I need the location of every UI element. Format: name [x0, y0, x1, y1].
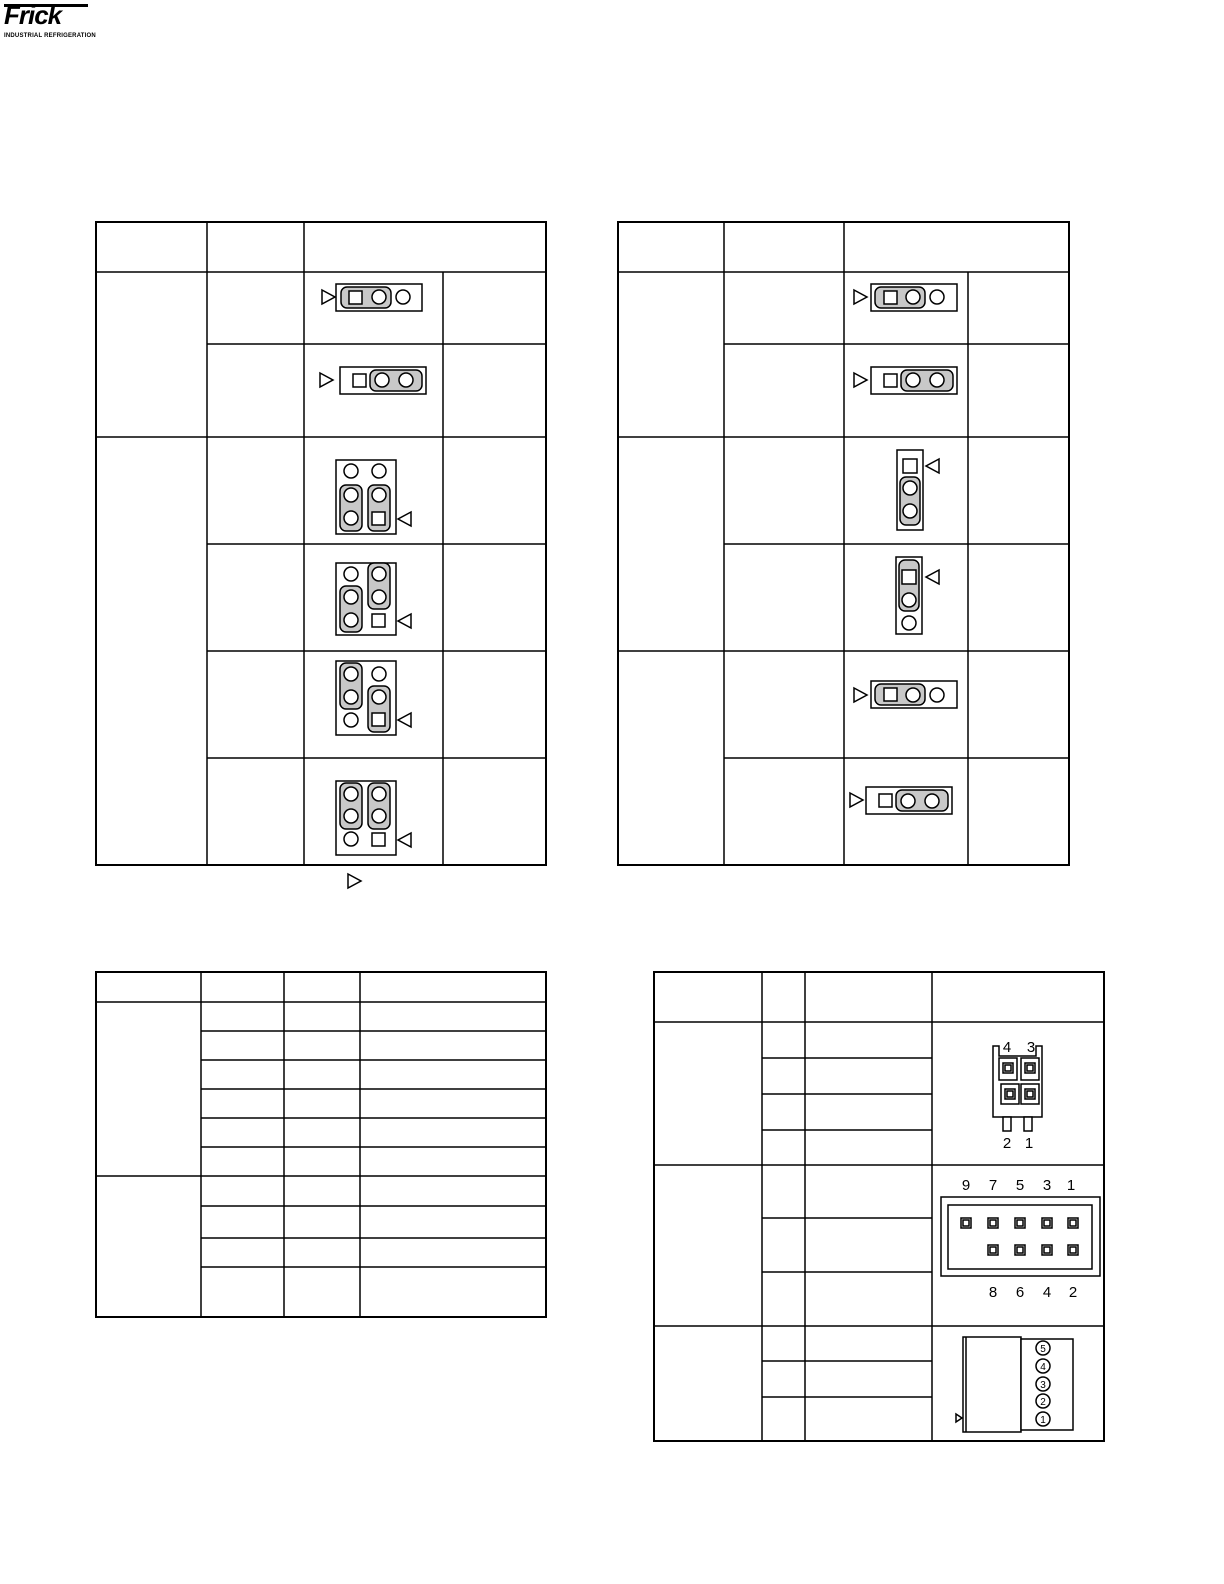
pin-label: 3: [1042, 1177, 1052, 1194]
logo-tagline: INDUSTRIAL REFRIGERATION: [4, 33, 96, 39]
jumper-vertical-2-3: [897, 450, 939, 530]
jumper-horizontal-2-3: [854, 367, 957, 394]
pin-label: 4: [1002, 1039, 1012, 1056]
pin1-marker-icon: [926, 570, 939, 584]
pin-label: 2: [1068, 1284, 1078, 1301]
jumper-horizontal-2-3: [320, 367, 426, 394]
pin1-marker-icon: [322, 290, 335, 304]
jumper-block-b: [336, 563, 411, 635]
pin-label: 4: [1040, 1362, 1046, 1373]
pin-label: 7: [988, 1177, 998, 1194]
pin1-marker-icon: [854, 290, 867, 304]
pin1-marker-icon: [320, 373, 333, 387]
pin1-marker-icon: [398, 833, 411, 847]
jumper-table-left: [96, 222, 546, 865]
pin-label: 1: [1024, 1135, 1034, 1152]
jumper-horizontal-1-2: [854, 681, 957, 708]
jumper-block-d: [336, 781, 411, 855]
jumper-horizontal-1-2: [322, 284, 422, 311]
pin-label: 2: [1002, 1135, 1012, 1152]
nine-pin-connector-icon: [941, 1177, 1100, 1301]
pin-label: 1: [1040, 1415, 1046, 1426]
jumper-block-c: [336, 661, 411, 735]
pin-label: 2: [1040, 1397, 1046, 1408]
jumper-horizontal-1-2: [854, 284, 957, 311]
legend-pin1-marker-icon: [348, 874, 361, 888]
pin-label: 9: [961, 1177, 971, 1194]
jumper-horizontal-2-3: [850, 787, 952, 814]
pin1-marker-icon: [854, 688, 867, 702]
pin-label: 3: [1040, 1380, 1046, 1391]
logo-wordmark: Frick: [4, 0, 62, 30]
five-pin-connector-icon: [956, 1337, 1073, 1432]
pin1-marker-icon: [398, 614, 411, 628]
pin-label: 3: [1026, 1039, 1036, 1056]
pin-label: 8: [988, 1284, 998, 1301]
pin1-marker-icon: [956, 1414, 962, 1422]
four-pin-connector-icon: [993, 1039, 1042, 1152]
pin-label: 4: [1042, 1284, 1052, 1301]
pin1-marker-icon: [926, 459, 939, 473]
pin-label: 5: [1015, 1177, 1025, 1194]
jumper-vertical-1-2: [896, 557, 939, 634]
pin-label: 6: [1015, 1284, 1025, 1301]
pin-label: 1: [1066, 1177, 1076, 1194]
pin1-marker-icon: [398, 512, 411, 526]
pin-table-left: [96, 972, 546, 1317]
jumper-block-a: [336, 460, 411, 534]
jumper-table-right: [618, 222, 1069, 865]
pin1-marker-icon: [850, 793, 863, 807]
pin1-marker-icon: [398, 713, 411, 727]
pin-label: 5: [1040, 1344, 1046, 1355]
pin1-marker-icon: [854, 373, 867, 387]
